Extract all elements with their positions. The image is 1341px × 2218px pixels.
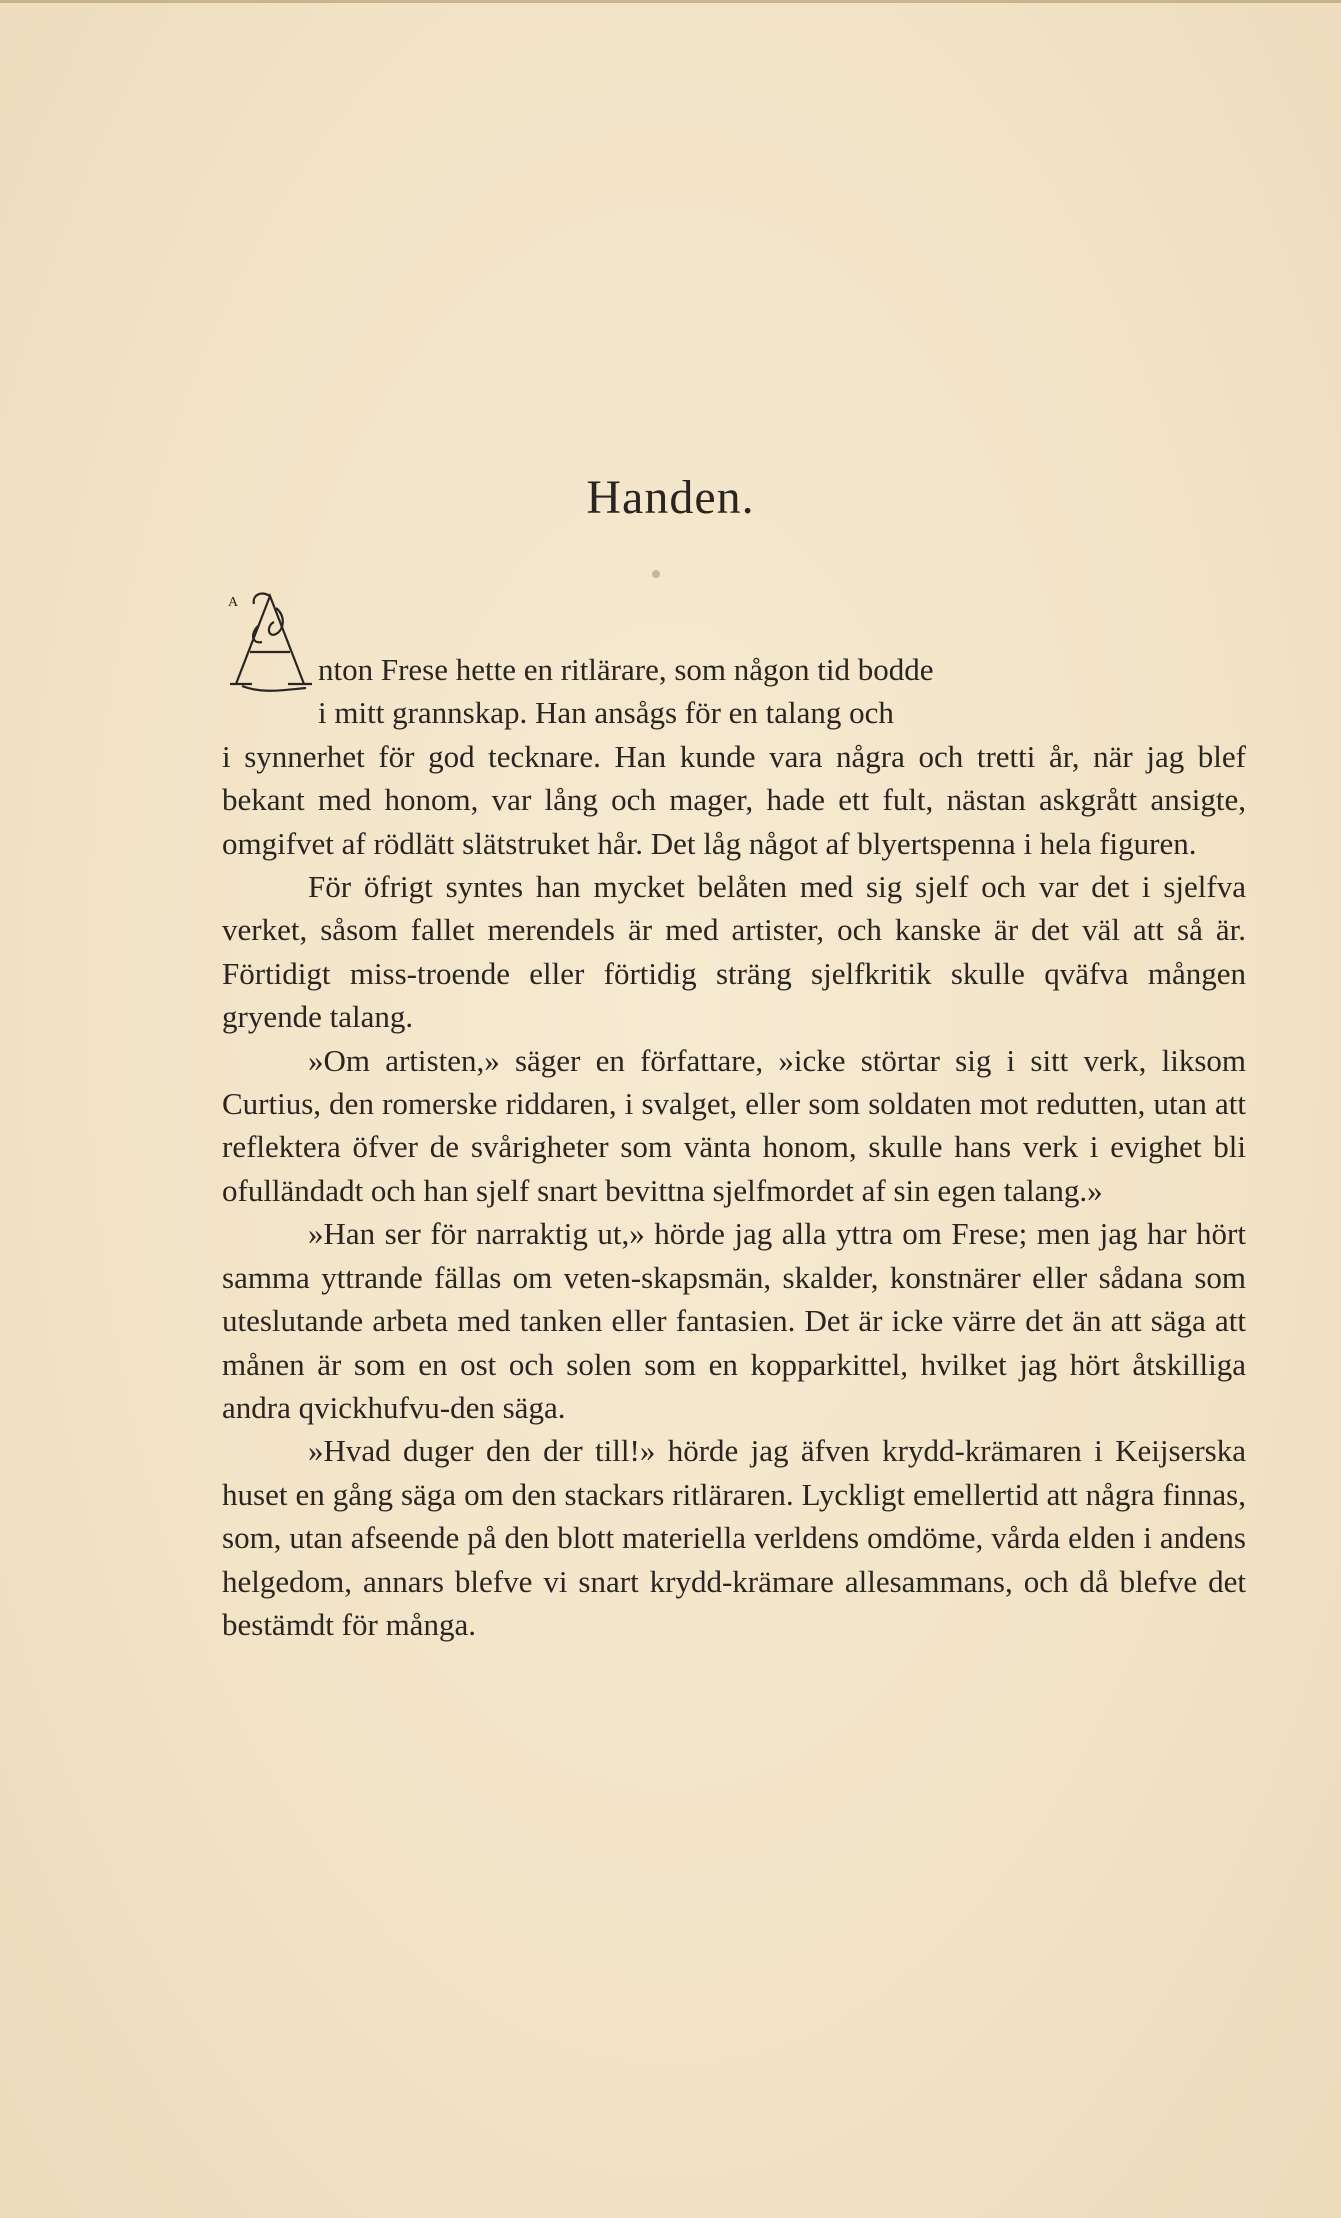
paragraph-4: »Han ser för narraktig ut,» hörde jag alla yttra om Frese; men jag har hört samma yttrande fällas om veten-skapsmän, skalder, konstnärer eller sådana som uteslutande arbeta med tanken eller fantasien. Det är icke värre det än att säga att månen är som en ost och solen som en kopparkittel, hvilket jag hört åtskilliga andra qvickhufvu-den säga. — [222, 1216, 1246, 1425]
paragraph-1-line-2: i mitt grannskap. Han ansågs för en talang och — [318, 695, 894, 731]
paragraph-2: För öfrigt syntes han mycket belåten med sig sjelf och var det i sjelfva verket, såsom fallet merendels är med artister, och kanske är det väl att så är. Förtidigt miss-troende eller förtidig sträng sjelfkritik skulle qväfva mången gryende talang. — [222, 869, 1246, 1035]
body-text — [222, 595, 1246, 1646]
paragraph-1 — [222, 595, 1246, 865]
paragraph-1-rest: i synnerhet för god tecknare. Han kunde vara några och tretti år, när jag blef bekant med honom, var lång och mager, hade ett fult, nästan askgrått ansigte, omgifvet af rödlätt slätstruket hår. Det låg något af blyertspenna i hela figuren. — [222, 738, 1246, 861]
svg-text:A: A — [228, 595, 239, 610]
paragraph-3: »Om artisten,» säger en författare, »icke störtar sig i sitt verk, liksom Curtius, den romerske riddaren, i svalget, eller som soldaten mot redutten, utan att reflektera öfver de svårigheter som vänta honom, skulle hans verk i evighet bli ofulländadt och han sjelf snart bevittna sjelfmordet af sin egen talang.» — [222, 1042, 1246, 1208]
chapter-title: Handen. — [586, 471, 755, 524]
ornament-dot — [652, 570, 660, 578]
paragraph-5: »Hvad duger den der till!» hörde jag äfven krydd-krämaren i Keijserska huset en gång säga om den stackars ritläraren. Lyckligt emellertid att några finnas, som, utan afseende på den blott materiella verldens omdöme, vårda elden i andens helgedom, annars blefve vi snart krydd-krämare allesammans, och då blefve det bestämdt för många. — [222, 1433, 1246, 1642]
page-top-edge — [0, 0, 1341, 3]
paragraph-1-line-1: nton Frese hette en ritlärare, som någon tid bodde — [318, 652, 934, 687]
drop-cap-a-icon — [222, 586, 318, 696]
